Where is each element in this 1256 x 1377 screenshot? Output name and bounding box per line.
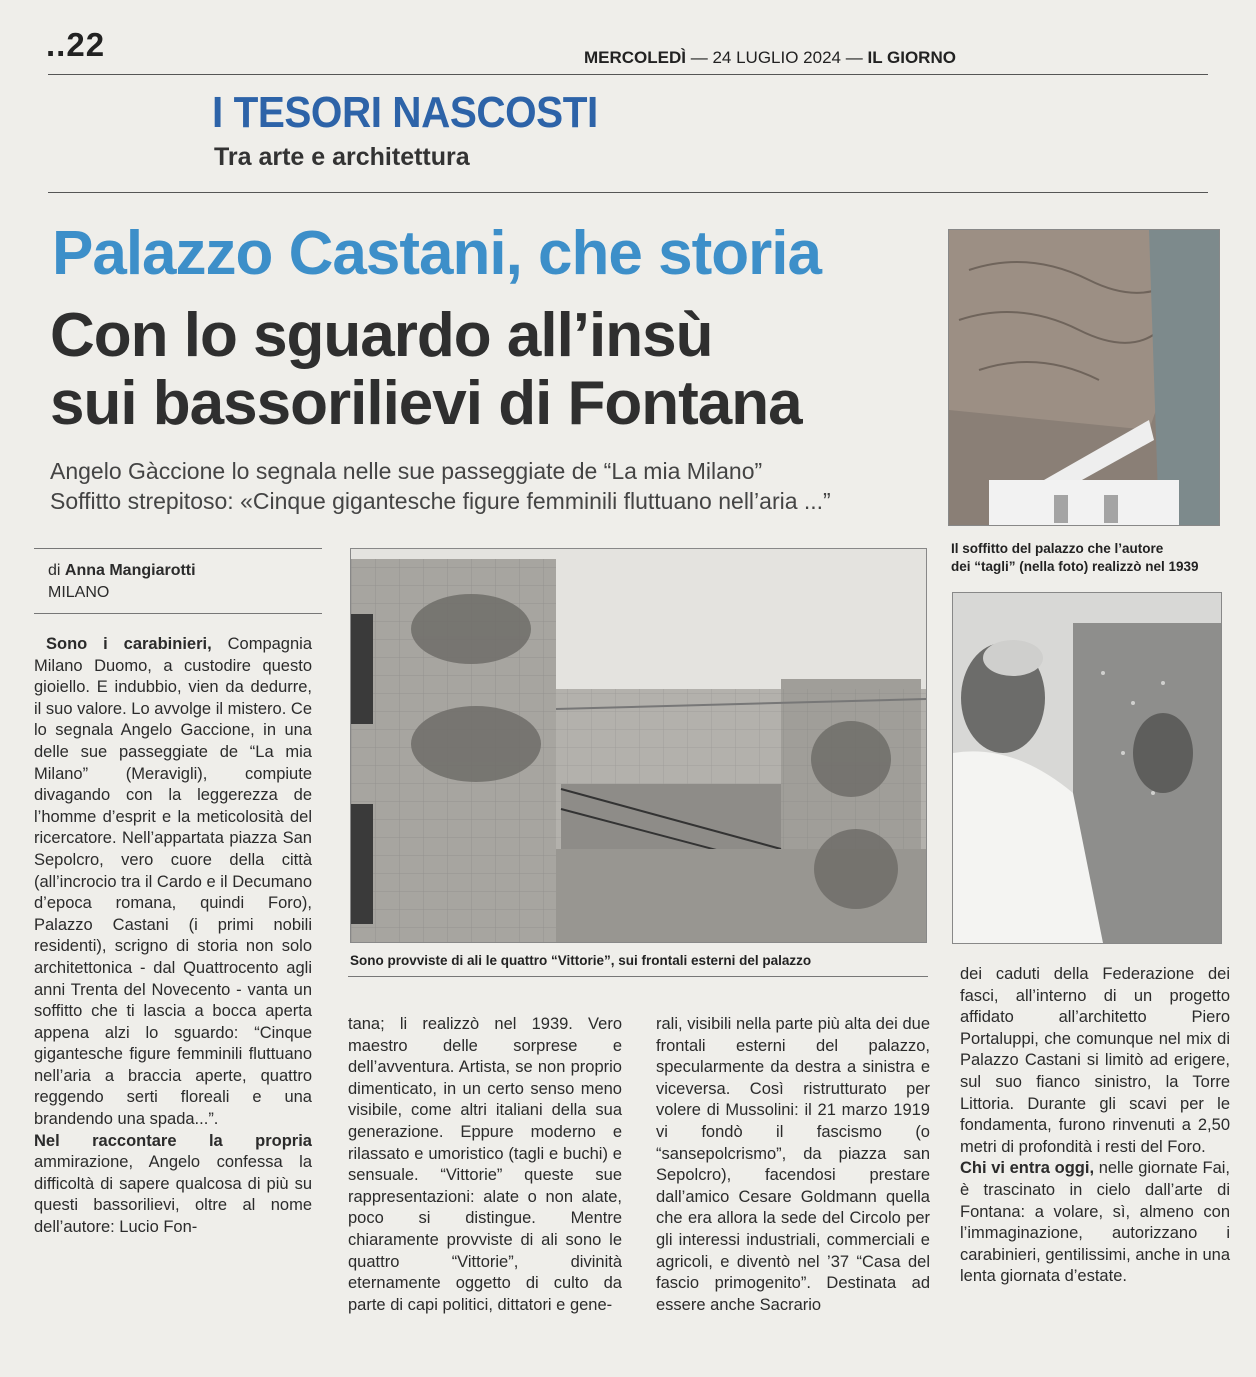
dateline (584, 48, 956, 68)
section-subtitle: Tra arte e architettura (214, 143, 470, 171)
byline-prefix: di (48, 562, 61, 579)
kicker-line-2: Soffitto strepitoso: «Cinque gigantesche figure femminili fluttuano nell’aria ...” (50, 488, 831, 514)
header-rule (48, 74, 1208, 75)
byline-rule-top (34, 548, 322, 549)
section-title: I TESORI NASCOSTI (212, 88, 598, 137)
kicker-line-1: Angelo Gàccione lo segnala nelle sue passeggiate de “La mia Milano” (50, 458, 763, 484)
dateline-separator-1: — (690, 48, 708, 67)
article-column-2 (348, 1014, 622, 1316)
byline-rule-bottom (34, 613, 322, 614)
article-column-4 (960, 964, 1230, 1288)
publication-name: IL GIORNO (867, 48, 956, 67)
fontana-portrait-photo (952, 592, 1222, 944)
ceiling-caption-line-2: dei “tagli” (nella foto) realizzò nel 1939 (951, 559, 1199, 574)
column-1-text-2: ammirazione, Angelo confessa la difficoltà di sapere qualcosa di più su questi bassorilievi, oltre al nome dell’autore: Lucio Fon- (34, 1153, 312, 1237)
article-column-1 (34, 634, 312, 1239)
dateline-separator-2: — (845, 48, 863, 67)
ceiling-caption-line-1: Il soffitto del palazzo che l’autore (951, 541, 1164, 556)
weekday: MERCOLEDÌ (584, 48, 686, 67)
column-4-text: dei caduti della Federazione dei fasci, all’interno di un progetto affidato all’architetto Piero Portaluppi, che comunque nel mix di Palazzo Castani si limitò ad erigere, sul suo fianco sinistro, la Torre Littoria. Durante gli scavi per le fondamenta, furono rinvenuti a 2,50 metri di profondità i resti del Foro. (960, 965, 1230, 1156)
dateline-location: MILANO (48, 584, 110, 601)
lead-in-1: Sono i carabinieri, (46, 635, 212, 653)
page-number: ..22 (46, 26, 106, 63)
section-rule (48, 192, 1208, 193)
headline-main: Palazzo Castani, che storia (52, 219, 821, 288)
byline (48, 560, 196, 604)
kicker (50, 456, 831, 516)
column-1-text: Compagnia Milano Duomo, a custodire questo gioiello. E indubbio, vien da dedurre, il suo valore. Lo avvolge il mistero. Ce lo segnala Angelo Gaccione, in una delle sue passeggiate de “La mia Milano” (Meravigli), compiute divagando con la leggerezza de l’homme d’esprit e la meticolosità del ricercatore. Nell’appartata piazza San Sepolcro, vero cuore della città (all’incrocio tra il Cardo e il Decumano d’epoca romana, quindi Foro), Palazzo Castani (i primi nobili residenti), scrigno di storia non solo architettonica - dal Quattrocento agli anni Trenta del Novecento - vanta un soffitto che ti lascia a bocca aperta appena alzi lo sguardo: “Cinque gigantesche figure femminili fluttuano nell’aria a braccia aperte, quattro reggendo serti floreali e una brandendo una spada...”. (34, 635, 312, 1129)
facade-photo (350, 548, 927, 943)
issue-date: 24 LUGLIO 2024 (712, 48, 841, 67)
author-name: Anna Mangiarotti (64, 562, 196, 579)
facade-caption: Sono provviste di ali le quattro “Vittorie”, sui frontali esterni del palazzo (350, 953, 812, 968)
article-column-3 (656, 1014, 930, 1316)
column-4-text-2: nelle giornate Fai, è trascinato in cielo dall’arte di Fontana: a volare, sì, almeno con l’immaginazione, autorizzano i carabinieri, gentilissimi, anche in una lenta giornata d’estate. (960, 1159, 1230, 1286)
column-2-text: tana; li realizzò nel 1939. Vero maestro delle sorprese e dell’avventura. Artista, se non proprio dimenticato, in un certo senso meno visibile, come altri italiani della sua generazione. Eppure moderno e rilassato e umoristico (tagli e buchi) e sensuale. “Vittorie” queste sue rappresentazioni: alate o non alate, poco si distingue. Mentre chiaramente provviste di ali sono le quattro “Vittorie”, divinità eternamente oggetto di culto da parte di capi politici, dittatori e gene- (348, 1015, 622, 1314)
ceiling-photo (948, 229, 1220, 526)
ceiling-caption (951, 540, 1231, 576)
lead-in-3: Chi vi entra oggi, (960, 1159, 1095, 1178)
headline-secondary (50, 302, 802, 438)
lead-in-2: Nel raccontare la propria (34, 1131, 312, 1150)
caption-rule (348, 976, 928, 977)
column-3-text: rali, visibili nella parte più alta dei due frontali esterni del palazzo, specularmente da destra a sinistra e viceversa. Così ristrutturato per volere di Mussolini: il 21 marzo 1919 vi fondò il fascismo (o “sansepolcrismo”, da piazza san Sepolcro), facendosi prestare dall’amico Cesare Goldmann quella che era allora la sede del Circolo per gli interessi industriali, commerciali e agricoli, e diventò nel ’37 “Casa del fascio primogenito”. Destinata ad essere anche Sacrario (656, 1015, 930, 1314)
headline-line-2: sui bassorilievi di Fontana (50, 369, 802, 438)
headline-line-1: Con lo sguardo all’insù (50, 301, 713, 370)
